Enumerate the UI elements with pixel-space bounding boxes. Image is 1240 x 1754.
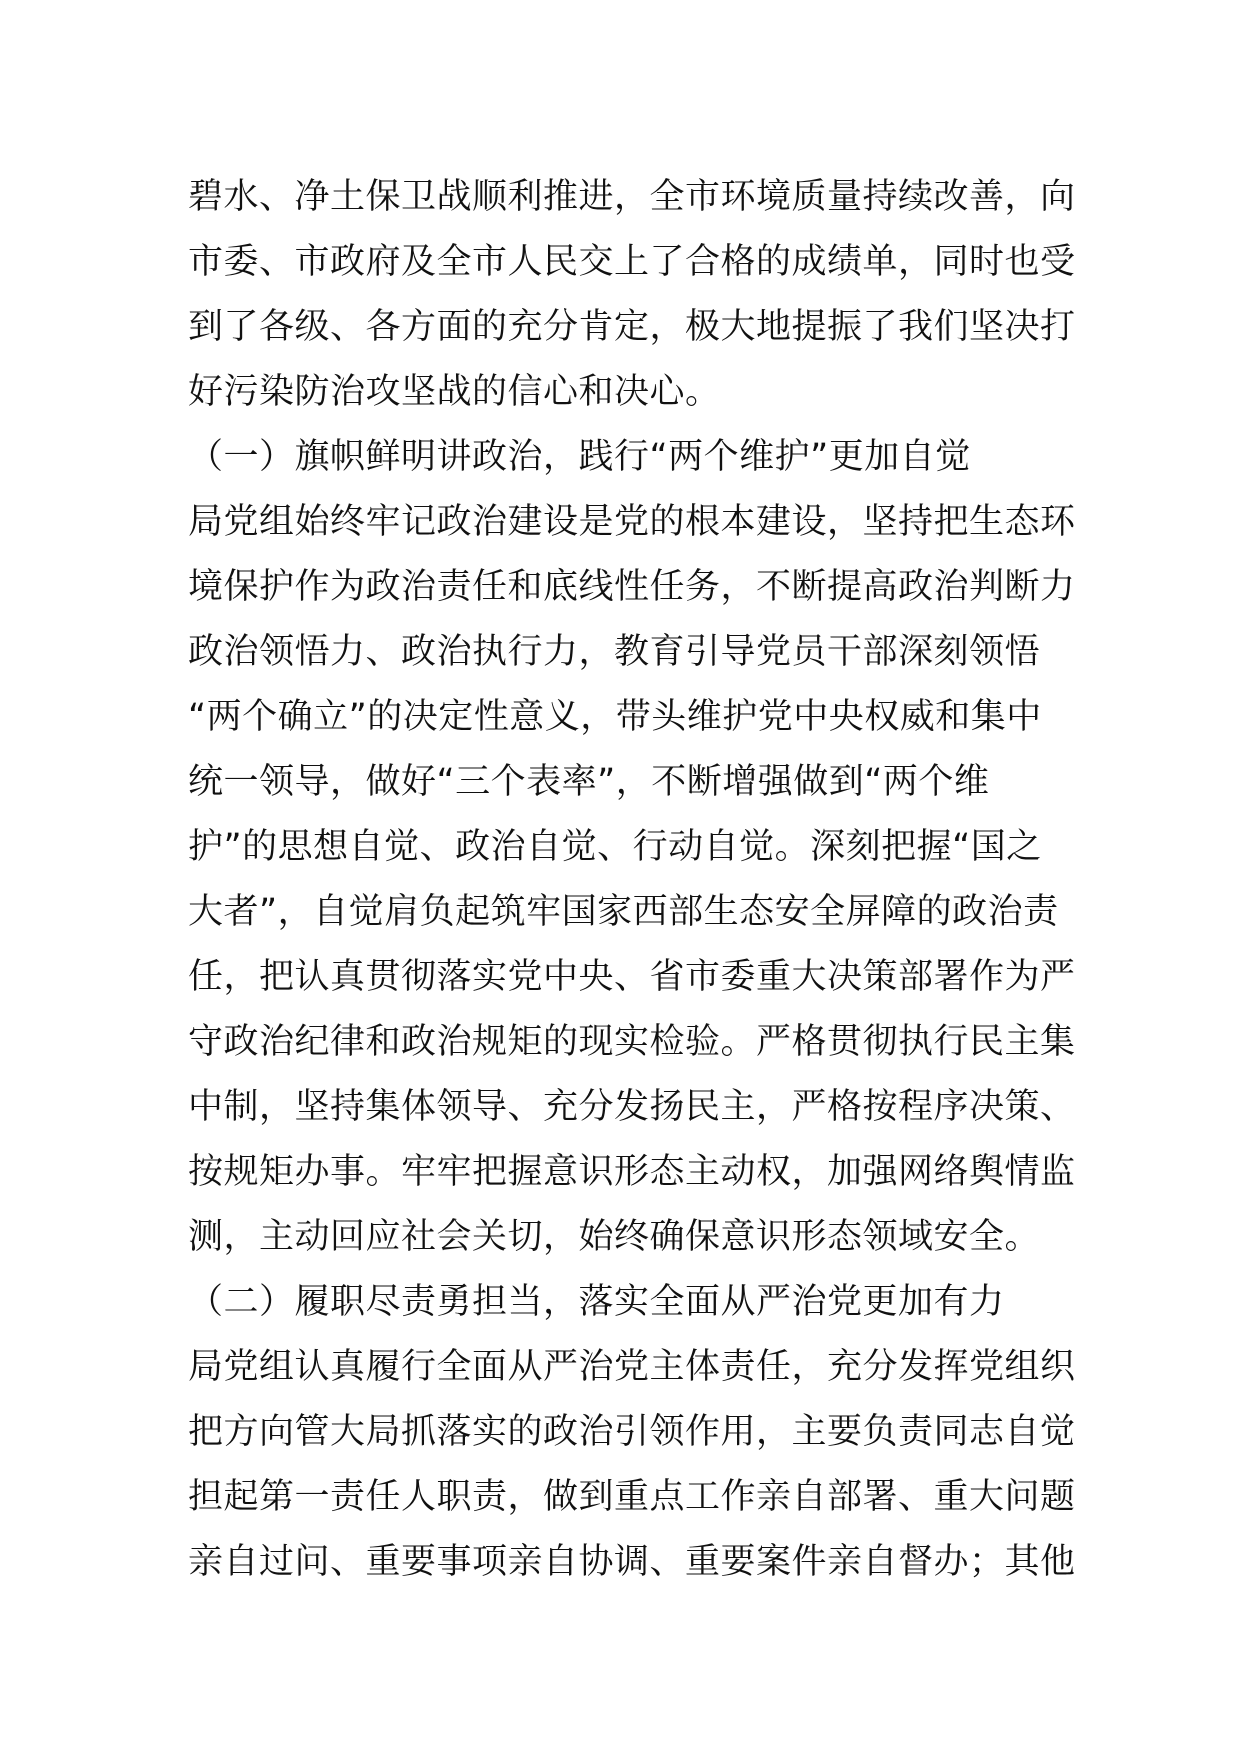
section-heading-2: （二）履职尽责勇担当，落实全面从严治党更加有力 xyxy=(188,1282,1005,1322)
text-line: 政治领悟力、政治执行力，教育引导党员干部深刻领悟 xyxy=(188,632,1041,672)
section-heading-1: （一）旗帜鲜明讲政治，践行“两个维护”更加自觉 xyxy=(188,437,971,477)
text-line: 到了各级、各方面的充分肯定，极大地提振了我们坚决打 xyxy=(188,307,1076,347)
text-line: 测，主动回应社会关切，始终确保意识形态领域安全。 xyxy=(188,1217,1041,1257)
text-line: 亲自过问、重要事项亲自协调、重要案件亲自督办；其他 xyxy=(188,1542,1076,1582)
text-line: 市委、市政府及全市人民交上了合格的成绩单，同时也受 xyxy=(188,242,1076,282)
text-line: 局党组始终牢记政治建设是党的根本建设，坚持把生态环 xyxy=(188,502,1076,542)
text-line: 把方向管大局抓落实的政治引领作用，主要负责同志自觉 xyxy=(188,1412,1076,1452)
text-line: 守政治纪律和政治规矩的现实检验。严格贯彻执行民主集 xyxy=(188,1022,1076,1062)
text-line: 护”的思想自觉、政治自觉、行动自觉。深刻把握“国之 xyxy=(188,827,1042,867)
text-line: 任，把认真贯彻落实党中央、省市委重大决策部署作为严 xyxy=(188,957,1076,997)
text-line: 统一领导，做好“三个表率”，不断增强做到“两个维 xyxy=(188,762,990,802)
text-line: “两个确立”的决定性意义，带头维护党中央权威和集中 xyxy=(188,697,1042,737)
text-line: 好污染防治攻坚战的信心和决心。 xyxy=(188,372,721,412)
text-line: 大者”，自觉肩负起筑牢国家西部生态安全屏障的政治责 xyxy=(188,892,1059,932)
text-line: 局党组认真履行全面从严治党主体责任，充分发挥党组织 xyxy=(188,1347,1076,1387)
document-body xyxy=(188,165,1076,1595)
text-line: 境保护作为政治责任和底线性任务，不断提高政治判断力 xyxy=(188,567,1076,607)
text-line: 担起第一责任人职责，做到重点工作亲自部署、重大问题 xyxy=(188,1477,1076,1517)
text-line: 中制，坚持集体领导、充分发扬民主，严格按程序决策、 xyxy=(188,1087,1076,1127)
text-line: 碧水、净土保卫战顺利推进，全市环境质量持续改善，向 xyxy=(188,177,1076,217)
text-line: 按规矩办事。牢牢把握意识形态主动权，加强网络舆情监 xyxy=(188,1152,1076,1192)
